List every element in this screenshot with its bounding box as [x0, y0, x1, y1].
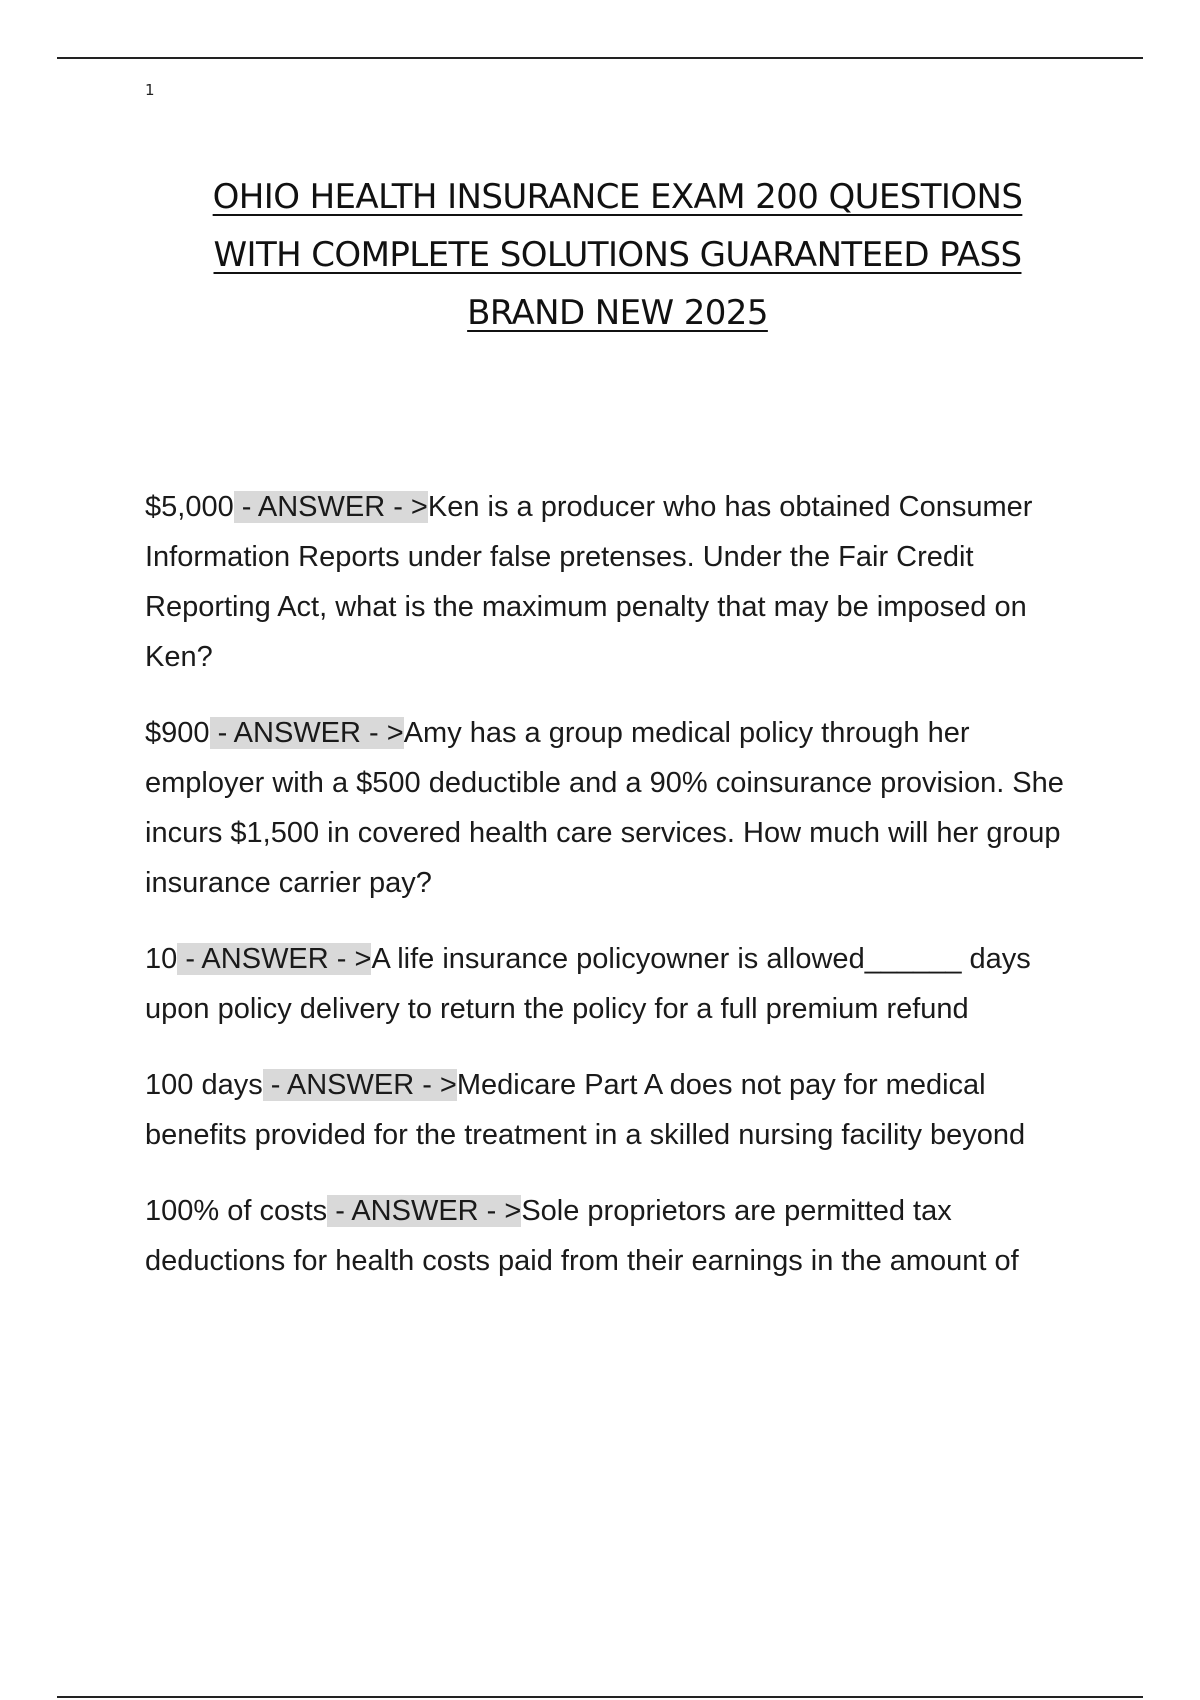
qa-answer: 100 days: [145, 1069, 263, 1101]
page-number: 1: [145, 81, 155, 99]
qa-item: [145, 708, 1095, 908]
qa-answer: $5,000: [145, 491, 234, 523]
title-line: BRAND NEW 2025: [467, 293, 768, 333]
title-line: OHIO HEALTH INSURANCE EXAM 200 QUESTIONS: [212, 177, 1023, 217]
title-line: WITH COMPLETE SOLUTIONS GUARANTEED PASS: [213, 235, 1022, 275]
qa-answer: 100% of costs: [145, 1195, 328, 1227]
document-title: [145, 168, 1090, 342]
qa-answer: 10: [145, 943, 178, 975]
qa-item: [145, 1060, 1095, 1160]
answer-marker: - ANSWER - >: [262, 1069, 457, 1101]
answer-marker: - ANSWER - >: [233, 491, 428, 523]
qa-question: Amy has a group medical policy through her employer with a $500 deductible and a 90% coinsurance provision. She incurs $1,500 in covered health care services. How much will her group insurance carrier pay?: [145, 717, 1064, 899]
answer-marker: - ANSWER - >: [209, 717, 404, 749]
header-rule: [57, 57, 1143, 59]
qa-item: [145, 934, 1095, 1034]
qa-question: Ken is a producer who has obtained Consumer Information Reports under false pretenses. Under the Fair Credit Reporting Act, what is the maximum penalty that may be imposed on Ken?: [145, 491, 1033, 673]
qa-item: [145, 1186, 1095, 1286]
qa-item: [145, 482, 1095, 682]
qa-question: Sole proprietors are permitted tax deductions for health costs paid from their earnings in the amount of: [145, 1195, 1019, 1277]
qa-question: A life insurance policyowner is allowed______ days upon policy delivery to return the policy for a full premium refund: [145, 943, 1031, 1025]
qa-list: [145, 482, 1095, 1312]
answer-marker: - ANSWER - >: [177, 943, 372, 975]
answer-marker: - ANSWER - >: [327, 1195, 522, 1227]
qa-question: Medicare Part A does not pay for medical benefits provided for the treatment in a skilled nursing facility beyond: [145, 1069, 1026, 1151]
qa-answer: $900: [145, 717, 210, 749]
footer-rule: [57, 1696, 1143, 1698]
